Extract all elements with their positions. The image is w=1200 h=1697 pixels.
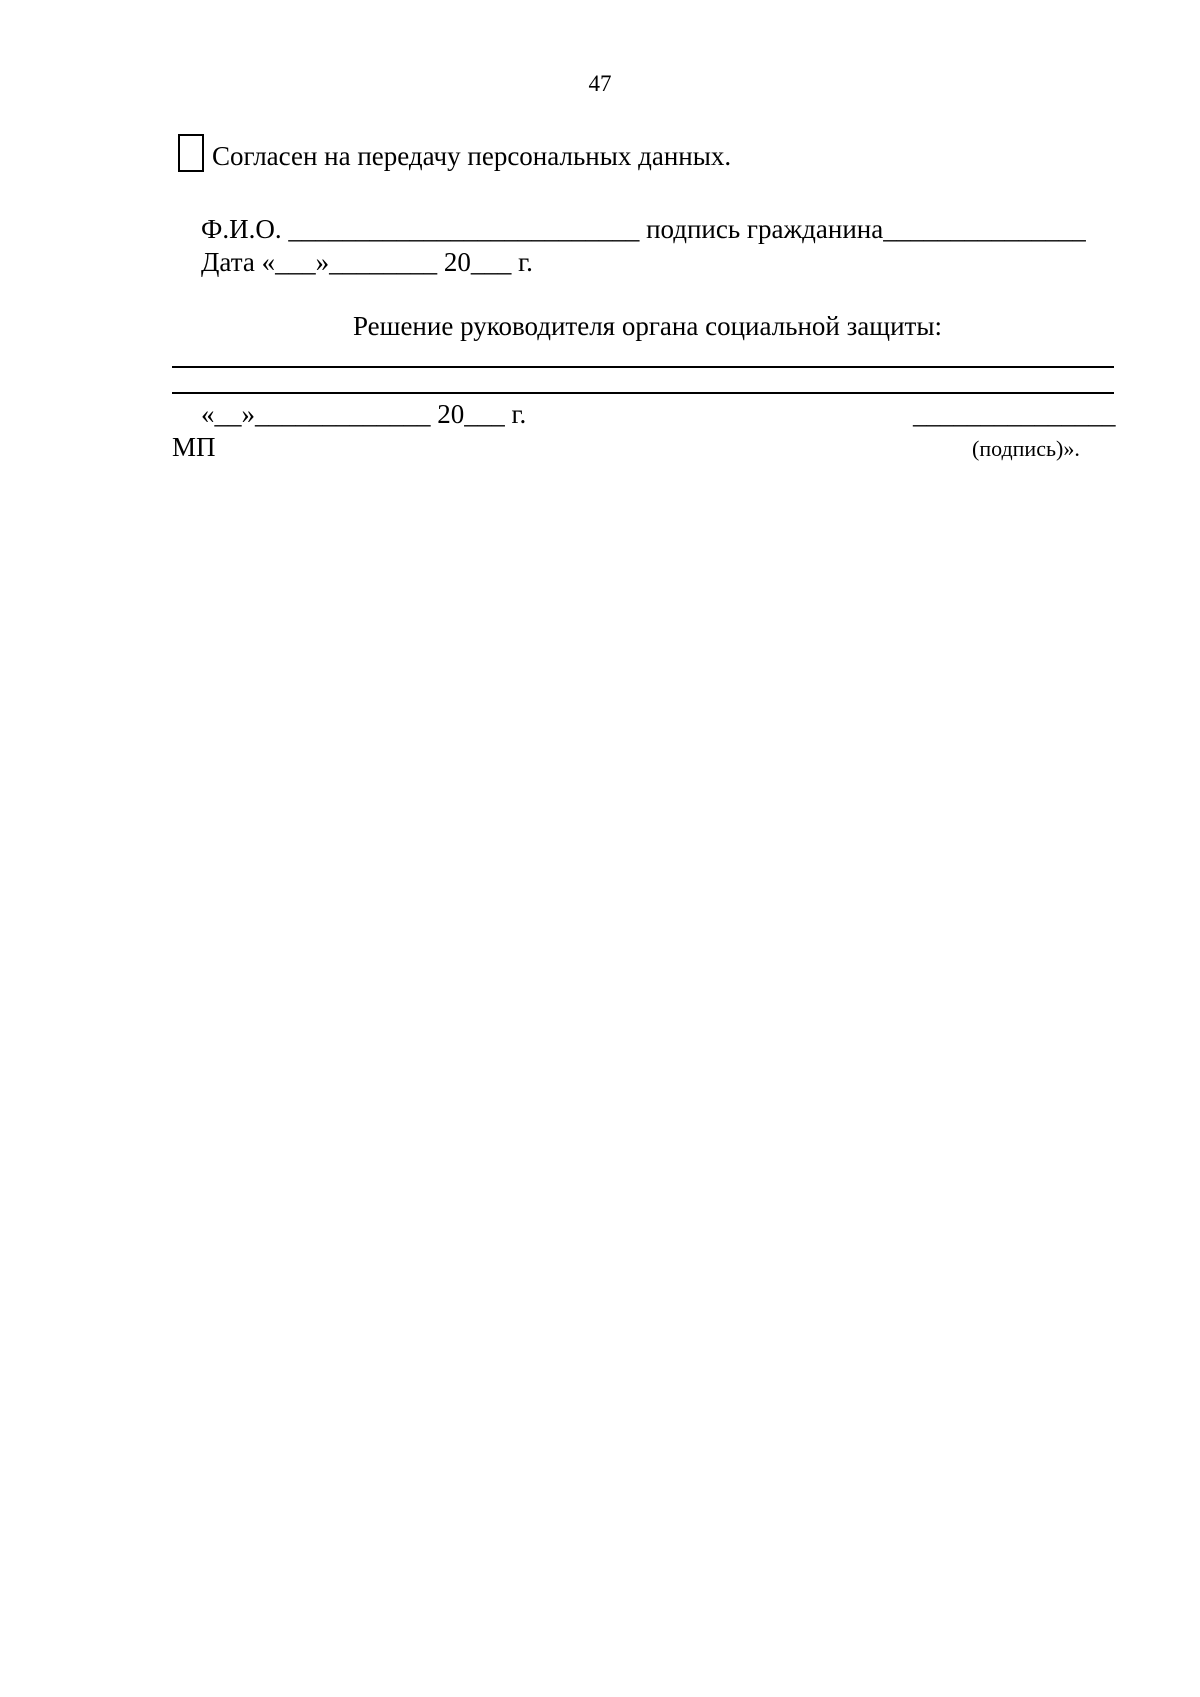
decision-signature-blank: _______________ [913, 399, 1116, 429]
consent-text: Согласен на передачу персональных данных. [212, 141, 732, 171]
decision-blank-line-1 [172, 366, 1114, 368]
consent-checkbox[interactable] [178, 134, 204, 172]
page-number: 47 [588, 71, 612, 96]
decision-title: Решение руководителя органа социальной защиты: [353, 311, 942, 341]
signature-caption: (подпись)». [972, 436, 1080, 461]
applicant-date-line: Дата «___»________ 20___ г. [201, 247, 533, 277]
fio-signature-line: Ф.И.О. __________________________ подпись гражданина_______________ [201, 214, 1086, 244]
stamp-label: МП [172, 432, 216, 462]
decision-blank-line-2 [172, 392, 1114, 394]
decision-date-line: «__»_____________ 20___ г. [201, 399, 527, 429]
